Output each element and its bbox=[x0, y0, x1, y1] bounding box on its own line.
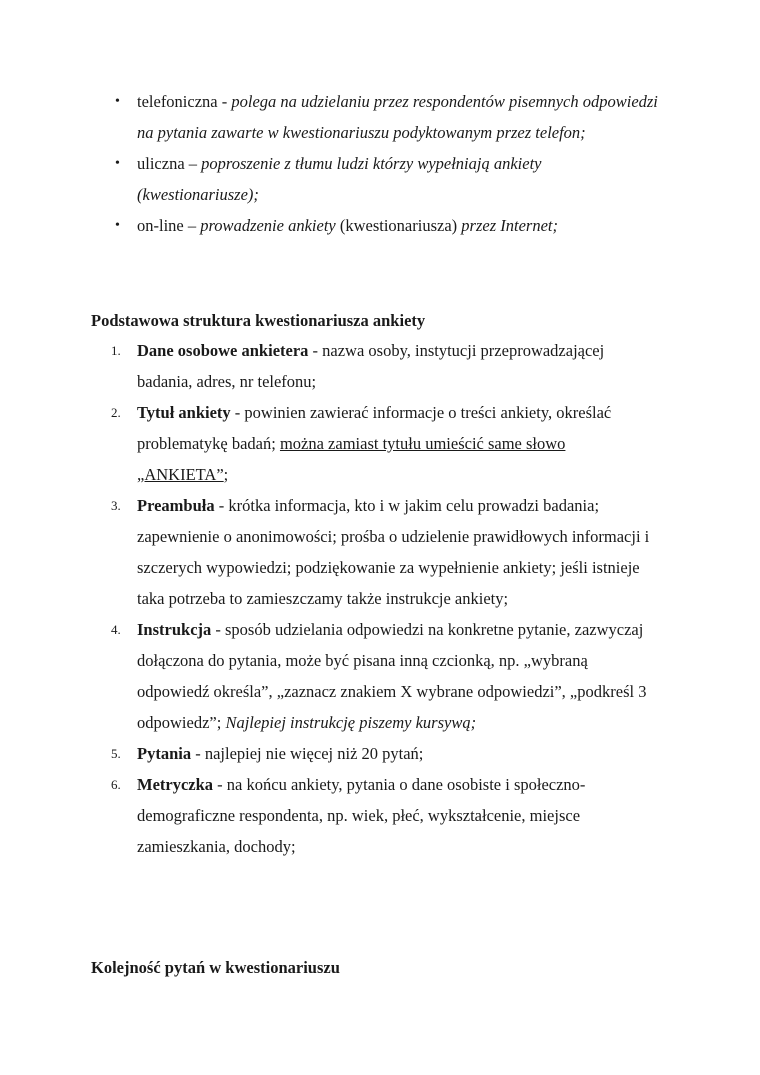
list-item-number: 2. bbox=[111, 405, 121, 420]
list-item bbox=[0, 210, 760, 241]
list-item-term: Metryczka bbox=[137, 775, 214, 794]
list-item-term: Dane osobowe ankietera bbox=[137, 341, 309, 360]
underlined-note: można zamiast tytułu umieścić same słowo „ANKIETA” bbox=[137, 434, 566, 484]
list-item bbox=[0, 86, 760, 148]
list-item-separator: – bbox=[184, 154, 202, 173]
section-heading-structure: Podstawowa struktura kwestionariusza ankiety bbox=[91, 311, 426, 330]
list-item-description: prowadzenie ankiety bbox=[200, 216, 340, 235]
list-item-text: - najlepiej nie więcej niż 20 pytań; bbox=[191, 744, 424, 763]
section-heading-question-order: Kolejność pytań w kwestionariuszu bbox=[91, 958, 340, 977]
list-item bbox=[0, 614, 760, 738]
list-item bbox=[0, 769, 760, 862]
list-item-term: on-line bbox=[137, 216, 184, 235]
italic-note: Najlepiej instrukcję piszemy kursywą; bbox=[225, 713, 477, 732]
list-item bbox=[0, 148, 760, 210]
bullet-marker: • bbox=[115, 94, 120, 109]
list-item-number: 1. bbox=[111, 343, 121, 358]
list-item-description-end: przez Internet; bbox=[457, 216, 558, 235]
list-item-text: - powinien zawierać informacje o treści ankiety, określać problematykę badań; bbox=[137, 403, 612, 453]
list-item-number: 5. bbox=[111, 746, 121, 761]
survey-types-list bbox=[0, 86, 760, 241]
bullet-marker: • bbox=[115, 156, 120, 171]
list-item-number: 6. bbox=[111, 777, 121, 792]
list-item-number: 4. bbox=[111, 622, 121, 637]
list-item-description-plain: (kwestionariusza) bbox=[339, 216, 458, 235]
list-item-text: - krótka informacja, kto i w jakim celu prowadzi badania; zapewnienie o anonimowości; prośba o udzielenie prawidłowych informacji i szczerych wypowiedzi; podziękowanie za wypełnienie ankiety; jeśli istnieje taka potrzeba to zamieszczamy także instrukcje ankiety; bbox=[137, 496, 650, 608]
list-item-term: Pytania bbox=[137, 744, 192, 763]
list-item-tail: ; bbox=[223, 465, 229, 484]
list-item bbox=[0, 738, 760, 769]
list-item-number: 3. bbox=[111, 498, 121, 513]
structure-list bbox=[0, 335, 760, 862]
list-item-text: - na końcu ankiety, pytania o dane osobiste i społeczno-demograficzne respondenta, np. wiek, płeć, wykształcenie, miejsce zamieszkania, dochody; bbox=[137, 775, 586, 856]
list-item-term: Instrukcja bbox=[137, 620, 212, 639]
list-item-text: - nazwa osoby, instytucji przeprowadzającej badania, adres, nr telefonu; bbox=[137, 341, 605, 391]
list-item-term: uliczna bbox=[137, 154, 185, 173]
list-item bbox=[0, 397, 760, 490]
list-item-description: poproszenie z tłumu ludzi którzy wypełniają ankiety (kwestionariusze); bbox=[137, 154, 542, 204]
bullet-marker: • bbox=[115, 218, 120, 233]
list-item bbox=[0, 490, 760, 614]
list-item-text: - sposób udzielania odpowiedzi na konkretne pytanie, zazwyczaj dołączona do pytania, może być pisana inną czcionką, np. „wybraną odpowiedź określa”, „zaznacz znakiem X wybrane odpowiedzi”, „podkreśl 3 odpowiedz”; bbox=[137, 620, 647, 732]
list-item-term: telefoniczna bbox=[137, 92, 218, 111]
list-item-separator: – bbox=[183, 216, 201, 235]
list-item-term: Preambuła bbox=[137, 496, 215, 515]
list-item-description: polega na udzielaniu przez respondentów pisemnych odpowiedzi na pytania zawarte w kwestionariuszu podyktowanym przez telefon; bbox=[137, 92, 658, 142]
list-item-separator: - bbox=[217, 92, 232, 111]
list-item-term: Tytuł ankiety bbox=[137, 403, 231, 422]
list-item bbox=[0, 335, 760, 397]
